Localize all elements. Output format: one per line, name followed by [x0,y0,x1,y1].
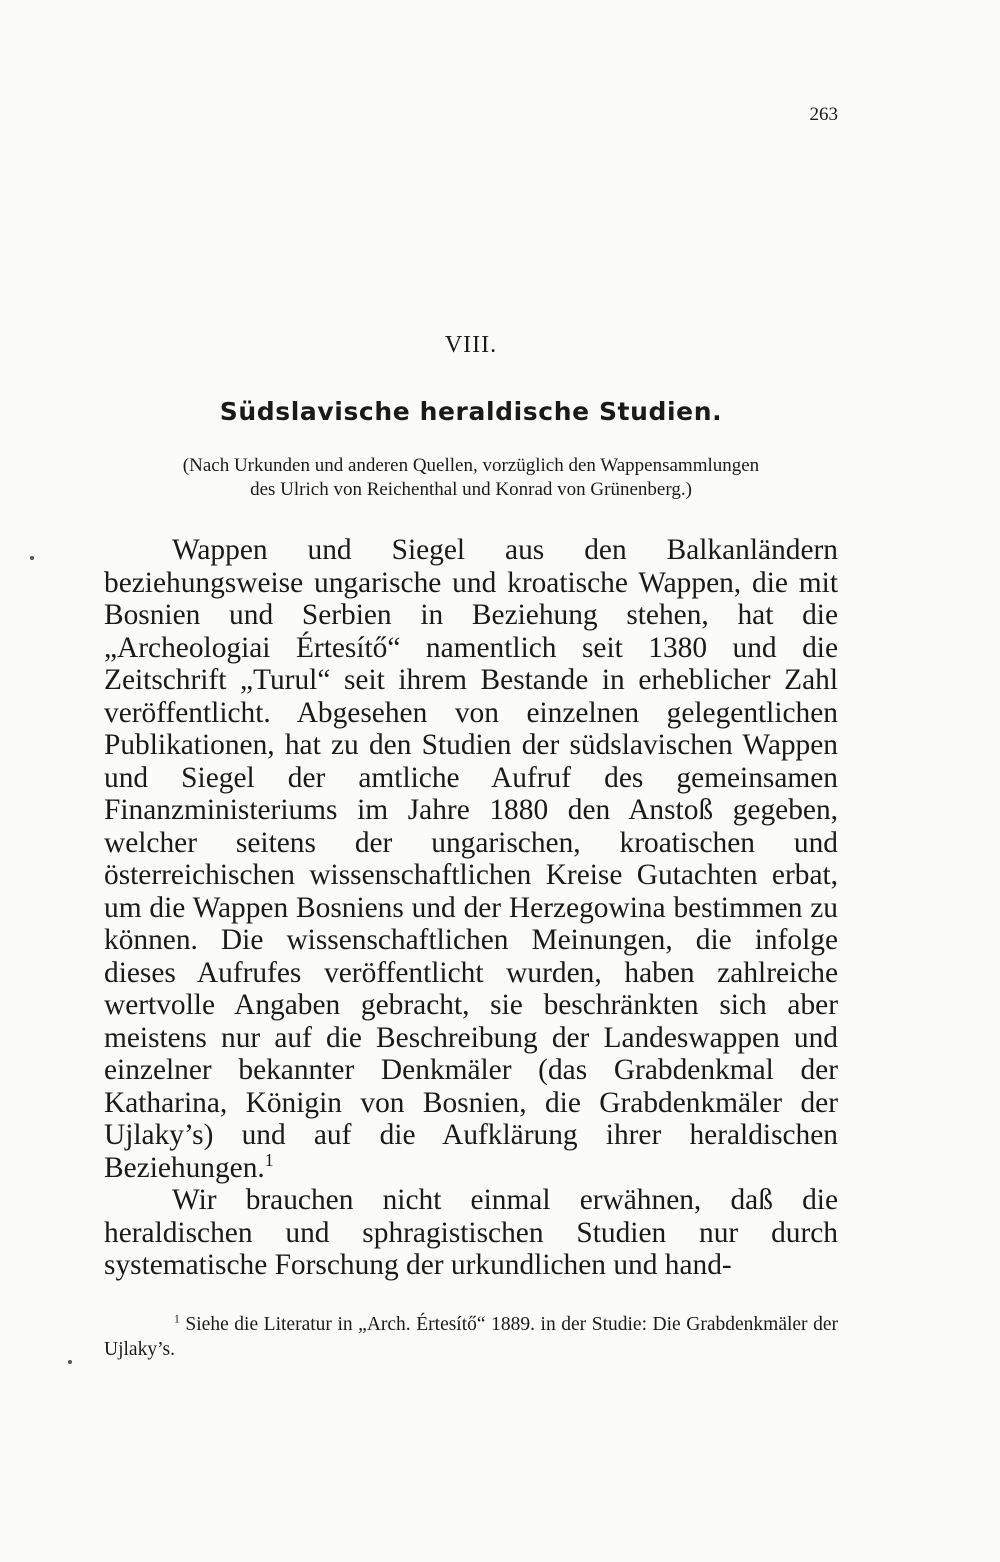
subtitle-line-2: des Ulrich von Reichenthal und Konrad von Grünenberg.) [250,479,692,500]
chapter-subtitle [98,454,844,502]
scan-speck [68,1360,72,1364]
chapter-number: VIII. [444,332,498,358]
scan-speck [30,556,34,560]
subtitle-line-1: (Nach Urkunden und anderen Quellen, vorzüglich den Wappensammlungen [182,455,760,476]
body-text [104,534,838,1282]
paragraph-1 [104,534,838,1184]
paragraph-1-text: Wappen und Siegel aus den Balkanländern beziehungsweise ungarische und kroatische Wappen, die mit Bosnien und Serbien in Beziehung stehen, hat die „Archeologiai Értesítő“ namentlich seit 1380 und die Zeitschrift „Turul“ seit ihrem Bestande in erheblicher Zahl veröffentlicht. Abgesehen von einzelnen gelegentlichen Publikationen, hat zu den Studien der südslavischen Wappen und Siegel der amtliche Aufruf des gemeinsamen Finanzministeriums im Jahre 1880 den Anstoß gegeben, welcher seitens der ungarischen, kroatischen und österreichischen wissenschaftlichen Kreise Gutachten erbat, um die Wappen Bosniens und der Herzegowina bestimmen zu können. Die wissenschaftlichen Meinungen, die infolge dieses Aufrufes veröffentlicht wurden, haben zahlreiche wertvolle Angaben gebracht, sie beschränkten sich aber meistens nur auf die Beschreibung der Landeswappen und einzelner bekannter Denkmäler (das Grabdenkmal der Katharina, Königin von Bosnien, die Grabdenkmäler der Ujlaky’s) und auf die Aufklärung ihrer heraldischen Beziehungen. [104,534,838,1184]
footnote-text: Siehe die Literatur in „Arch. Értesítő“ 1889. in der Studie: Die Grabdenkmäler der Ujlaky’s. [104,1314,838,1360]
footnote-marker: 1 [174,1312,180,1326]
page-number: 263 [809,104,838,125]
chapter-title: Südslavische heraldische Studien. [219,397,723,426]
footnote-reference: 1 [264,1149,274,1170]
paragraph-2: Wir brauchen nicht einmal erwähnen, daß die heraldischen und sphragistischen Studien nur durch systematische Forschung der urkundlichen und hand- [104,1184,838,1281]
footnote [104,1312,838,1362]
